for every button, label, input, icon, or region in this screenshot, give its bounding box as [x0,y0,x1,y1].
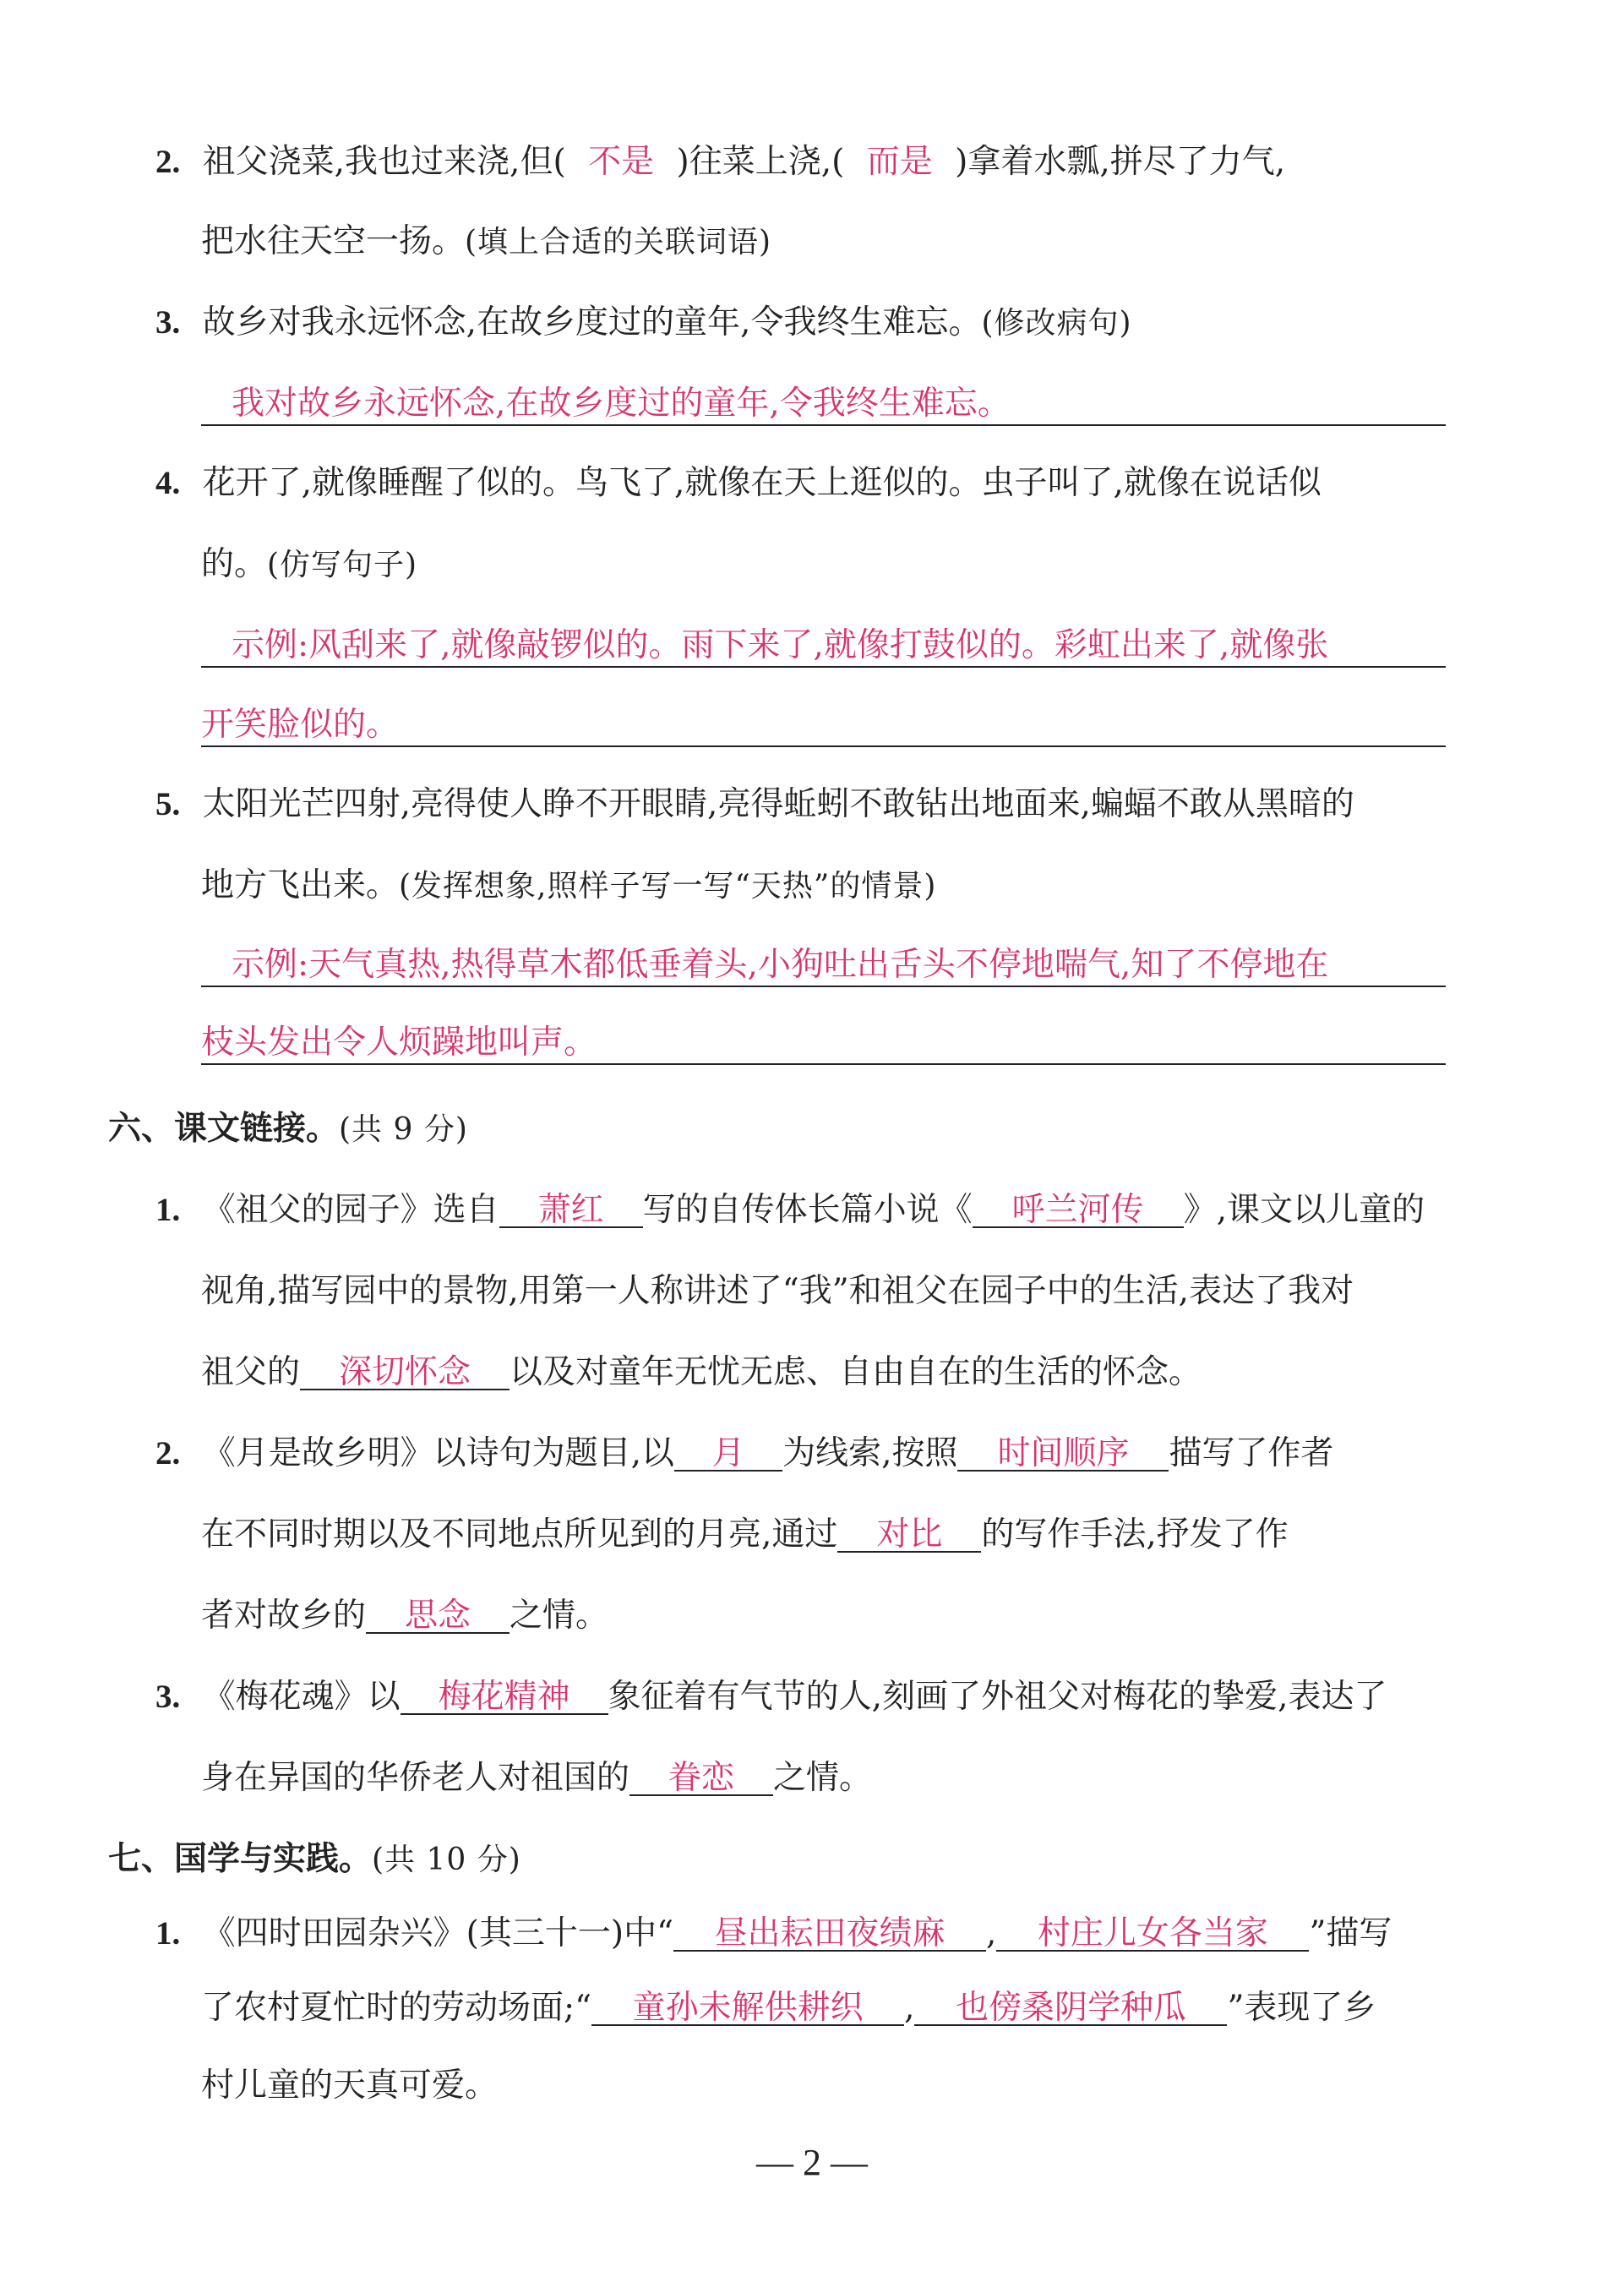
answer-blank: 呼兰河传 [973,1193,1184,1228]
question-3-line1 [155,303,1132,341]
question-2-line1 [155,143,1286,181]
s7-question-1-line1 [155,1914,1392,1952]
page-number: — 2 — [756,2142,868,2183]
question-text: 太阳光芒四射,亮得使人睁不开眼睛,亮得蚯蚓不敢钻出地面来,蝙蝠不敢从黑暗的 [202,785,1354,823]
question-text: 在不同时期以及不同地点所见到的月亮,通过 [201,1515,838,1553]
answer-blank: 萧红 [499,1193,643,1228]
answer-blank: 月 [674,1437,782,1472]
question-text: )拿着水瓢,拼尽了力气, [955,143,1286,181]
question-text: 写的自传体长篇小说《 [642,1191,973,1229]
answer-text: 示例:天气真热,热得草木都低垂着头,小狗吐出舌头不停地喘气,知了不停地在 [232,946,1329,984]
answer-blank: 眷恋 [629,1761,773,1796]
question-text: 者对故乡的 [201,1597,367,1635]
question-4-line1 [155,464,1322,502]
question-text: 以及对童年无忧无虑、自由自在的生活的怀念。 [510,1353,1202,1391]
instruction-note: (仿写句子) [267,548,418,582]
question-number: 3. [155,1679,181,1715]
question-text: 之情。 [510,1597,609,1635]
question-number: 2. [155,1435,181,1472]
question-5-line1 [155,785,1354,823]
question-5-line2 [201,866,937,904]
section-6-heading [108,1109,468,1148]
instruction-note: (修改病句) [981,306,1132,341]
answer-text: 示例:风刮来了,就像敲锣似的。雨下来了,就像打鼓似的。彩虹出来了,就像张 [232,626,1329,664]
question-text: , [904,1989,915,2027]
instruction-note: (发挥想象,照样子写一写“天热”的情景) [399,869,937,904]
question-text: 的写作手法,抒发了作 [981,1515,1289,1553]
answer-line [201,745,1446,747]
answer-blank: 时间顺序 [957,1437,1169,1472]
answer-blank: 村庄儿女各当家 [996,1917,1309,1952]
question-text: 村儿童的天真可爱。 [201,2067,499,2105]
question-text: 祖父浇菜,我也过来浇,但( [202,143,566,181]
question-text: 《梅花魂》以 [202,1678,401,1716]
question-text: 地方飞出来。 [201,866,400,904]
section-title: 六、课文链接。 [108,1109,340,1148]
question-number: 1. [155,1915,181,1952]
s6-question-2-line1 [155,1434,1334,1472]
section-score: (共 9 分) [339,1112,468,1147]
question-text: 把水往天空一扬。 [201,222,466,260]
question-text: 描写了作者 [1169,1434,1334,1472]
question-number: 4. [155,465,181,501]
question-text: 身在异国的华侨老人对祖国的 [201,1759,630,1797]
answer-text: 枝头发出令人烦躁地叫声。 [201,1024,597,1062]
question-number: 3. [155,304,181,341]
section-score: (共 10 分) [372,1843,521,1877]
s6-question-3-line1 [155,1680,1387,1715]
question-text: 的。 [201,545,268,583]
answer-line [201,424,1446,426]
answer-text: 开笑脸似的。 [201,706,400,744]
s6-question-1-line1 [155,1193,1425,1228]
answer-blank: 也傍桑阴学种瓜 [914,1991,1227,2026]
answer-blank: 梅花精神 [401,1680,608,1715]
question-number: 5. [155,786,181,822]
question-text: ”表现了乡 [1227,1989,1376,2027]
answer-blank: 昼出耘田夜绩麻 [673,1917,986,1952]
section-7-heading [108,1839,521,1878]
answer-blank: 深切怀念 [300,1356,510,1390]
s6-question-3-line2 [201,1761,872,1796]
question-text: 祖父的 [201,1353,301,1391]
answer-blank: 童孙未解供耕织 [591,1991,904,2026]
s6-question-2-line3 [201,1599,608,1634]
s6-question-1-line2 [201,1272,1354,1310]
question-text: 象征着有气节的人,刻画了外祖父对梅花的挚爱,表达了 [608,1678,1387,1716]
question-text: 视角,描写园中的景物,用第一人称讲述了“我”和祖父在园子中的生活,表达了我对 [201,1272,1354,1310]
question-number: 1. [155,1192,181,1228]
answer-line [201,666,1446,668]
answer-blank: 而是 [866,143,933,181]
question-text: 之情。 [773,1759,873,1797]
instruction-note: (填上合适的关联词语) [465,225,772,259]
answer-line [201,986,1446,987]
answer-blank: 对比 [837,1518,981,1553]
question-4-line2 [201,545,418,583]
answer-blank: 思念 [366,1599,510,1634]
question-text: 了农村夏忙时的劳动场面;“ [201,1989,592,2027]
s6-question-1-line3 [201,1353,1202,1391]
answer-line [201,1063,1446,1065]
question-text: 《四时田园杂兴》(其三十一)中“ [202,1914,674,1952]
s7-question-1-line2 [201,1991,1376,2026]
question-text: 故乡对我永远怀念,在故乡度过的童年,令我终生难忘。 [202,303,982,341]
question-text: ”描写 [1309,1914,1392,1952]
s6-question-2-line2 [201,1515,1289,1553]
answer-blank: 不是 [588,143,655,181]
question-2-line2 [201,222,772,260]
question-text: 《月是故乡明》以诗句为题目,以 [202,1434,675,1472]
question-text: 》,课文以儿童的 [1183,1191,1425,1229]
question-number: 2. [155,144,181,180]
s7-question-1-line3 [201,2067,499,2105]
question-text: 《祖父的园子》选自 [202,1191,499,1229]
question-text: 花开了,就像睡醒了似的。鸟飞了,就像在天上逛似的。虫子叫了,就像在说话似 [202,464,1322,502]
question-text: )往菜上浇,( [676,143,845,181]
question-text: , [986,1914,997,1952]
question-text: 为线索,按照 [782,1434,958,1472]
section-title: 七、国学与实践。 [108,1839,373,1878]
answer-text: 我对故乡永远怀念,在故乡度过的童年,令我终生难忘。 [232,385,1011,423]
